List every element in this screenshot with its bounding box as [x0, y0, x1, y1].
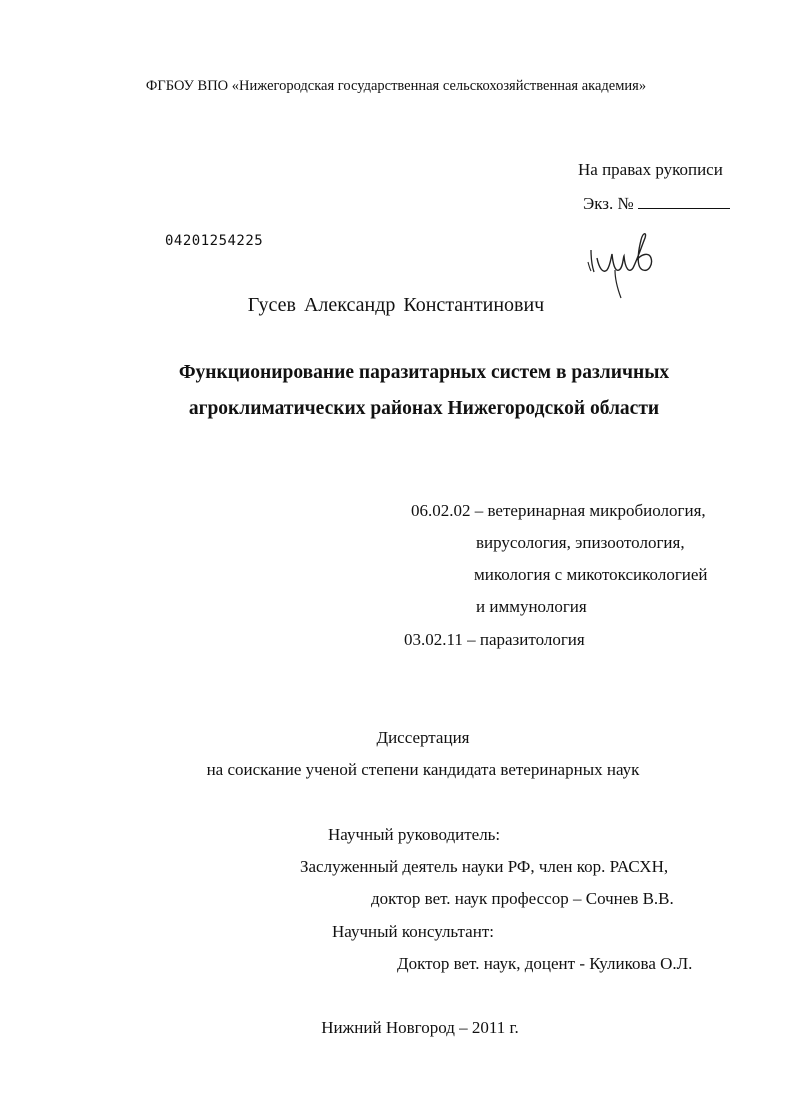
rights-note: На правах рукописи — [578, 160, 723, 179]
place-and-year: Нижний Новгород – 2011 г. — [321, 1018, 519, 1037]
document-number: 04201254225 — [165, 233, 264, 249]
specialty-line: вирусология, эпизоотология, — [476, 533, 685, 552]
consultant-name: Доктор вет. наук, доцент - Куликова О.Л. — [397, 954, 693, 973]
supervisor-name: доктор вет. наук профессор – Сочнев В.В. — [371, 889, 674, 908]
dissertation-purpose: на соискание ученой степени кандидата ветеринарных наук — [206, 760, 640, 779]
copy-number-blank — [638, 192, 730, 209]
supervisor-title: Заслуженный деятель науки РФ, член кор. РАСХН, — [300, 857, 669, 876]
copy-number-label: Экз. № — [583, 194, 634, 213]
specialty-line: микология с микотоксикологией — [474, 565, 708, 584]
thesis-title-line-1: Функционирование паразитарных систем в различных — [178, 362, 670, 383]
supervisor-label: Научный руководитель: — [328, 825, 501, 844]
specialty-line: и иммунология — [476, 597, 587, 616]
institution-header: ФГБОУ ВПО «Нижегородская государственная сельскохозяйственная академия» — [145, 78, 647, 94]
handwritten-signature — [585, 228, 665, 304]
dissertation-type: Диссертация — [376, 728, 470, 747]
consultant-label: Научный консультант: — [332, 922, 494, 941]
specialty-line: 06.02.02 – ветеринарная микробиология, — [411, 501, 706, 520]
author-name: Гусев Александр Константинович — [247, 294, 545, 316]
specialty-line: 03.02.11 – паразитология — [404, 630, 585, 649]
copy-number-field — [583, 192, 730, 214]
thesis-title-line-2: агроклиматических районах Нижегородской области — [188, 398, 660, 419]
